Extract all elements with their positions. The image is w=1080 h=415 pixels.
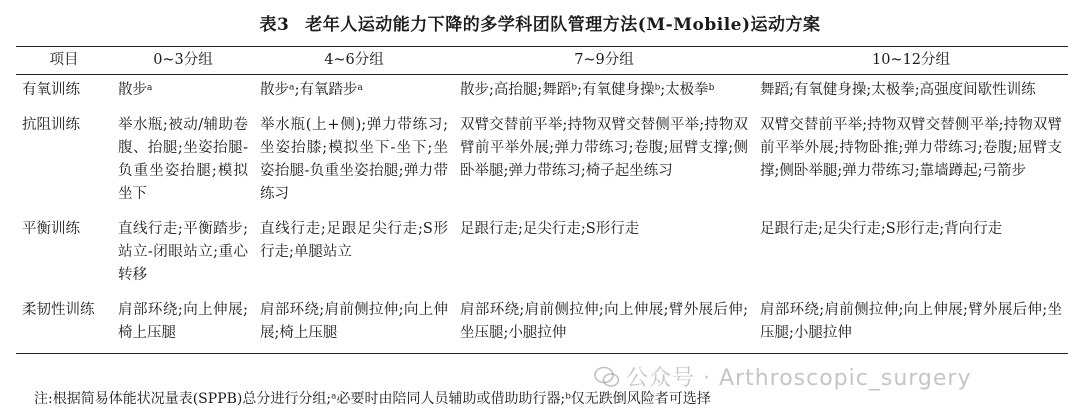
row-category: 抗阻训练 bbox=[22, 117, 80, 133]
header-item: 项目 bbox=[49, 52, 79, 68]
table-cell bbox=[112, 75, 254, 111]
header-group-7-9: 7~9分组 bbox=[574, 52, 634, 68]
row-category: 平衡训练 bbox=[22, 221, 80, 237]
table-cell: 肩部环绕;向上伸展;椅上压腿 bbox=[118, 302, 248, 341]
table-footnote: 注:根据简易体能状况量表(SPPB)总分进行分组;ᵃ必要时由陪同人员辅助或借助助行器;ᵇ仅无跌倒风险者可选择 bbox=[34, 391, 711, 407]
header-group-0-3: 0~3分组 bbox=[153, 52, 213, 68]
cell-text: 舞蹈;有氧健身操;太极拳;高强度间歇性训练 bbox=[760, 82, 1036, 98]
exercise-plan-table bbox=[16, 46, 1068, 354]
table-cell bbox=[754, 75, 1068, 111]
table-cell: 肩部环绕;肩前侧拉伸;向上伸展;椅上压腿 bbox=[260, 302, 448, 341]
table-row bbox=[16, 295, 1068, 354]
table-cell: 举水瓶(上+侧);弹力带练习;坐姿抬膝;模拟坐下-坐下;坐姿抬腿-负重坐姿抬腿;弹力带练习 bbox=[260, 117, 448, 202]
header-group-10-12: 10~12分组 bbox=[871, 52, 951, 68]
table-cell bbox=[254, 75, 454, 111]
watermark bbox=[594, 361, 971, 392]
table-caption bbox=[0, 10, 1080, 35]
table-cell: 足跟行走;足尖行走;S形行走;背向行走 bbox=[760, 221, 1003, 237]
cell-text: 散步ᵃ;有氧踏步 bbox=[260, 82, 358, 98]
footnote-marker: a bbox=[357, 83, 363, 93]
row-category: 柔韧性训练 bbox=[22, 302, 95, 318]
wechat-icon bbox=[594, 366, 620, 388]
table-row bbox=[16, 214, 1068, 295]
cell-text: 散步 bbox=[118, 82, 147, 98]
table-number: 表3 bbox=[259, 15, 290, 35]
table-row bbox=[16, 110, 1068, 214]
table-header-row bbox=[16, 47, 1068, 75]
header-group-4-6: 4~6分组 bbox=[324, 52, 384, 68]
watermark-text: 公众号 · Arthroscopic_surgery bbox=[626, 366, 972, 391]
footnote-marker: b bbox=[708, 83, 715, 93]
table-row bbox=[16, 75, 1068, 111]
table-cell: 举水瓶;被动/辅助卷腹、抬腿;坐姿抬腿-负重坐姿抬腿;模拟坐下 bbox=[118, 117, 248, 202]
cell-text: 散步;高抬腿;舞蹈ᵇ;有氧健身操ᵇ;太极拳 bbox=[460, 82, 709, 98]
table-cell: 直线行走;足跟足尖行走;S形行走;单腿站立 bbox=[260, 221, 448, 260]
table-title: 老年人运动能力下降的多学科团队管理方法(M-Mobile)运动方案 bbox=[305, 15, 821, 35]
row-category: 有氧训练 bbox=[22, 82, 80, 98]
footnote-marker: a bbox=[147, 83, 153, 93]
table-cell: 肩部环绕;肩前侧拉伸;向上伸展;臂外展后伸;坐压腿;小腿拉伸 bbox=[760, 302, 1062, 341]
table-cell: 足跟行走;足尖行走;S形行走 bbox=[460, 221, 640, 237]
table-cell: 双臂交替前平举;持物双臂交替侧平举;持物双臂前平举外展;持物卧推;弹力带练习;卷腹;屈臂支撑;侧卧举腿;弹力带练习;靠墙蹲起;弓箭步 bbox=[760, 117, 1062, 179]
table-cell bbox=[454, 75, 754, 111]
table-cell: 肩部环绕;肩前侧拉伸;向上伸展;臂外展后伸;坐压腿;小腿拉伸 bbox=[460, 302, 748, 341]
table-cell: 直线行走;平衡踏步;站立-闭眼站立;重心转移 bbox=[118, 221, 248, 283]
table-cell: 双臂交替前平举;持物双臂交替侧平举;持物双臂前平举外展;弹力带练习;卷腹;屈臂支撑;侧卧举腿;弹力带练习;椅子起坐练习 bbox=[460, 117, 748, 179]
